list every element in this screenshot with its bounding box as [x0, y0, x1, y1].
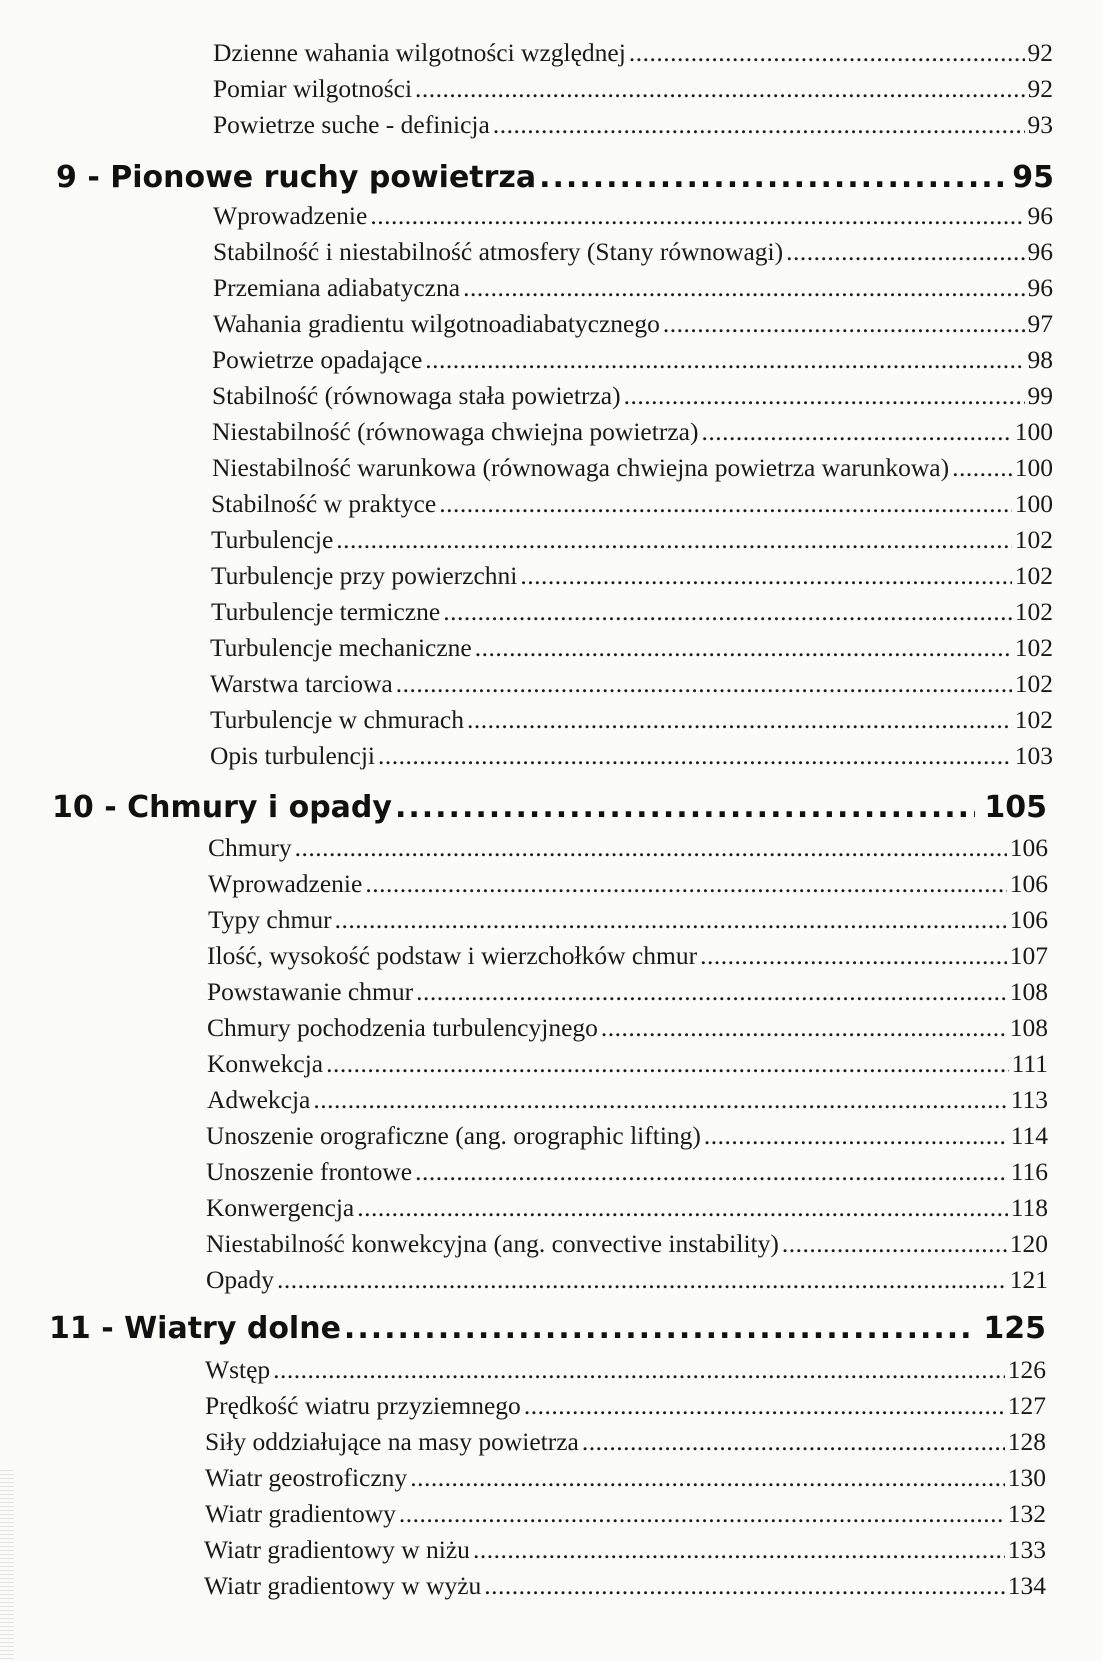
toc-entry-label: Wstęp: [205, 1355, 271, 1384]
chapter-title: 9 - Pionowe ruchy powietrza: [56, 160, 537, 195]
toc-entry[interactable]: [213, 74, 1053, 104]
toc-entry-page: 100: [1014, 417, 1053, 446]
dot-leader: [539, 160, 1003, 195]
dot-leader: [493, 110, 1025, 140]
toc-entry[interactable]: [205, 1463, 1046, 1493]
toc-entry[interactable]: [210, 741, 1053, 771]
toc-entry-page: 96: [1027, 273, 1053, 302]
toc-entry-label: Stabilność w praktyce: [211, 489, 437, 518]
toc-entry-label: Niestabilność warunkowa (równowaga chwiejna powietrza warunkowa): [212, 453, 950, 482]
dot-leader: [378, 741, 1012, 771]
dot-leader: [473, 1535, 1005, 1565]
toc-entry-page: 102: [1014, 597, 1053, 626]
toc-entry-page: 108: [1009, 1013, 1048, 1042]
toc-entry-label: Turbulencje w chmurach: [210, 705, 464, 734]
toc-entry-page: 106: [1009, 869, 1048, 898]
toc-entry[interactable]: [211, 489, 1053, 519]
dot-leader: [443, 597, 1012, 627]
dot-leader: [295, 833, 1007, 863]
toc-entry-label: Turbulencje: [211, 525, 334, 554]
toc-entry[interactable]: [207, 1049, 1048, 1079]
toc-entry-label: Typy chmur: [208, 905, 332, 934]
toc-entry-label: Adwekcja: [207, 1085, 311, 1114]
dot-leader: [370, 201, 1024, 231]
dot-leader: [663, 309, 1025, 339]
toc-entry-label: Turbulencje termiczne: [211, 597, 441, 626]
toc-entry-label: Niestabilność konwekcyjna (ang. convective instability): [206, 1229, 779, 1258]
dot-leader: [484, 1571, 1004, 1601]
toc-entry[interactable]: [205, 1391, 1046, 1421]
toc-entry-page: 102: [1014, 669, 1053, 698]
toc-entry-label: Konwergencja: [206, 1193, 355, 1222]
toc-entry-page: 120: [1009, 1229, 1048, 1258]
dot-leader: [313, 1085, 1007, 1115]
dot-leader: [952, 453, 1012, 483]
dot-leader: [335, 905, 1007, 935]
toc-entry-label: Powietrze suche - definicja: [213, 110, 490, 139]
toc-entry[interactable]: [213, 201, 1053, 231]
toc-entry[interactable]: [210, 633, 1053, 663]
toc-entry-page: 99: [1027, 381, 1053, 410]
dot-leader: [273, 1355, 1005, 1385]
toc-chapter-heading[interactable]: [49, 1311, 1046, 1346]
dot-leader: [701, 417, 1011, 447]
toc-entry-page: 96: [1027, 237, 1053, 266]
toc-entry-page: 96: [1027, 201, 1053, 230]
toc-entry[interactable]: [211, 561, 1053, 591]
dot-leader: [396, 669, 1012, 699]
toc-entry-page: 118: [1010, 1193, 1048, 1222]
toc-entry-page: 106: [1009, 833, 1048, 862]
toc-entry-page: 111: [1011, 1049, 1048, 1078]
toc-entry-label: Wiatr gradientowy: [205, 1499, 396, 1528]
toc-entry[interactable]: [211, 525, 1053, 555]
toc-entry[interactable]: [205, 1355, 1046, 1385]
toc-entry-page: 100: [1014, 453, 1053, 482]
toc-entry[interactable]: [204, 1571, 1046, 1601]
toc-entry-label: Opady: [206, 1265, 274, 1294]
toc-entry[interactable]: [208, 905, 1048, 935]
toc-entry-page: 102: [1014, 525, 1053, 554]
toc-entry[interactable]: [213, 110, 1053, 140]
dot-leader: [524, 1391, 1005, 1421]
toc-entry-label: Stabilność i niestabilność atmosfery (Stany równowagi): [213, 237, 784, 266]
toc-entry-label: Warstwa tarciowa: [210, 669, 393, 698]
chapter-title: 10 - Chmury i opady: [52, 790, 392, 825]
chapter-page: 105: [984, 790, 1047, 825]
dot-leader: [416, 977, 1007, 1007]
toc-entry-page: 126: [1007, 1355, 1046, 1384]
toc-entry-page: 127: [1007, 1391, 1046, 1420]
toc-entry-label: Powstawanie chmur: [207, 977, 414, 1006]
toc-entry[interactable]: [205, 1499, 1046, 1529]
toc-entry-label: Wiatr geostroficzny: [205, 1463, 408, 1492]
toc-entry-label: Powietrze opadające: [212, 345, 423, 374]
toc-entry[interactable]: [211, 597, 1053, 627]
toc-entry-page: 132: [1007, 1499, 1046, 1528]
dot-leader: [410, 1463, 1005, 1493]
toc-entry-label: Przemiana adiabatyczna: [213, 273, 461, 302]
dot-leader: [415, 1157, 1008, 1187]
dot-leader: [439, 489, 1012, 519]
toc-entry[interactable]: [206, 1157, 1048, 1187]
toc-entry-page: 133: [1007, 1535, 1046, 1564]
toc-entry-label: Wiatr gradientowy w wyżu: [204, 1571, 482, 1600]
toc-chapter-heading[interactable]: [52, 790, 1047, 825]
toc-entry[interactable]: [207, 1085, 1048, 1115]
dot-leader: [467, 705, 1012, 735]
dot-leader: [704, 1121, 1008, 1151]
dot-leader: [601, 1013, 1007, 1043]
toc-entry-label: Turbulencje mechaniczne: [210, 633, 472, 662]
dot-leader: [629, 38, 1025, 68]
toc-entry[interactable]: [210, 705, 1053, 735]
toc-entry-page: 98: [1027, 345, 1053, 374]
dot-leader: [326, 1049, 1009, 1079]
toc-entry-label: Wprowadzenie: [213, 201, 368, 230]
toc-entry[interactable]: [207, 1013, 1048, 1043]
toc-entry[interactable]: [204, 1535, 1046, 1565]
toc-entry-page: 102: [1014, 633, 1053, 662]
toc-entry-page: 106: [1009, 905, 1048, 934]
dot-leader: [344, 1311, 974, 1346]
toc-entry-page: 114: [1010, 1121, 1048, 1150]
toc-entry[interactable]: [213, 38, 1053, 68]
toc-entry[interactable]: [207, 941, 1048, 971]
scan-edge-noise: [0, 1470, 14, 1660]
toc-entry-label: Stabilność (równowaga stała powietrza): [212, 381, 621, 410]
toc-entry[interactable]: [212, 345, 1053, 375]
dot-leader: [786, 237, 1024, 267]
toc-entry-label: Wahania gradientu wilgotnoadiabatycznego: [213, 309, 660, 338]
toc-entry-page: 130: [1007, 1463, 1046, 1492]
toc-entry-label: Siły oddziałujące na masy powietrza: [205, 1427, 579, 1456]
toc-entry-label: Wiatr gradientowy w niżu: [204, 1535, 470, 1564]
dot-leader: [399, 1499, 1005, 1529]
dot-leader: [336, 525, 1011, 555]
toc-entry-page: 134: [1007, 1571, 1046, 1600]
toc-entry-page: 92: [1027, 74, 1053, 103]
toc-entry-page: 97: [1027, 309, 1053, 338]
chapter-page: 95: [1012, 160, 1054, 195]
toc-entry-page: 108: [1009, 977, 1048, 1006]
toc-entry[interactable]: [210, 669, 1053, 699]
toc-entry[interactable]: [206, 1193, 1048, 1223]
toc-entry[interactable]: [213, 237, 1053, 267]
toc-entry[interactable]: [208, 833, 1048, 863]
toc-entry-label: Wprowadzenie: [208, 869, 363, 898]
toc-entry-label: Ilość, wysokość podstaw i wierzchołków chmur: [207, 941, 698, 970]
toc-entry-page: 116: [1010, 1157, 1048, 1186]
toc-entry[interactable]: [206, 1121, 1048, 1151]
toc-entry[interactable]: [208, 869, 1048, 899]
toc-entry-page: 100: [1014, 489, 1053, 518]
toc-entry-label: Chmury pochodzenia turbulencyjnego: [207, 1013, 598, 1042]
toc-entry-label: Opis turbulencji: [210, 741, 376, 770]
dot-leader: [475, 633, 1012, 663]
toc-entry-label: Pomiar wilgotności: [213, 74, 413, 103]
dot-leader: [415, 74, 1024, 104]
toc-entry-label: Chmury: [208, 833, 292, 862]
toc-entry[interactable]: [212, 381, 1053, 411]
dot-leader: [782, 1229, 1007, 1259]
toc-entry-page: 102: [1014, 705, 1053, 734]
toc-entry[interactable]: [212, 417, 1053, 447]
dot-leader: [357, 1193, 1007, 1223]
dot-leader: [365, 869, 1006, 899]
toc-entry-page: 92: [1027, 38, 1053, 67]
dot-leader: [520, 561, 1011, 591]
dot-leader: [463, 273, 1024, 303]
toc-entry-page: 102: [1014, 561, 1053, 590]
dot-leader: [700, 941, 1007, 971]
toc-entry-page: 121: [1009, 1265, 1048, 1294]
toc-entry[interactable]: [205, 1427, 1046, 1457]
toc-entry-page: 93: [1027, 110, 1053, 139]
toc-entry[interactable]: [207, 977, 1048, 1007]
chapter-page: 125: [983, 1311, 1046, 1346]
toc-entry-label: Niestabilność (równowaga chwiejna powietrza): [212, 417, 699, 446]
toc-chapter-heading[interactable]: [56, 160, 1054, 195]
toc-entry-page: 103: [1014, 741, 1053, 770]
toc-entry[interactable]: [212, 453, 1053, 483]
toc-entry[interactable]: [206, 1229, 1048, 1259]
toc-entry-label: Konwekcja: [207, 1049, 324, 1078]
toc-entry-label: Prędkość wiatru przyziemnego: [205, 1391, 521, 1420]
toc-entry-label: Unoszenie orograficzne (ang. orographic lifting): [206, 1121, 701, 1150]
chapter-title: 11 - Wiatry dolne: [49, 1311, 341, 1346]
toc-entry-page: 107: [1009, 941, 1048, 970]
toc-entry-label: Turbulencje przy powierzchni: [211, 561, 518, 590]
toc-entry[interactable]: [213, 273, 1053, 303]
toc-entry-page: 128: [1007, 1427, 1046, 1456]
toc-entry-label: Dzienne wahania wilgotności względnej: [213, 38, 626, 67]
toc-entry[interactable]: [206, 1265, 1048, 1295]
dot-leader: [624, 381, 1025, 411]
toc-entry-page: 113: [1010, 1085, 1048, 1114]
dot-leader: [425, 345, 1024, 375]
dot-leader: [395, 790, 975, 825]
toc-entry[interactable]: [213, 309, 1053, 339]
dot-leader: [277, 1265, 1007, 1295]
dot-leader: [582, 1427, 1005, 1457]
toc-entry-label: Unoszenie frontowe: [206, 1157, 413, 1186]
